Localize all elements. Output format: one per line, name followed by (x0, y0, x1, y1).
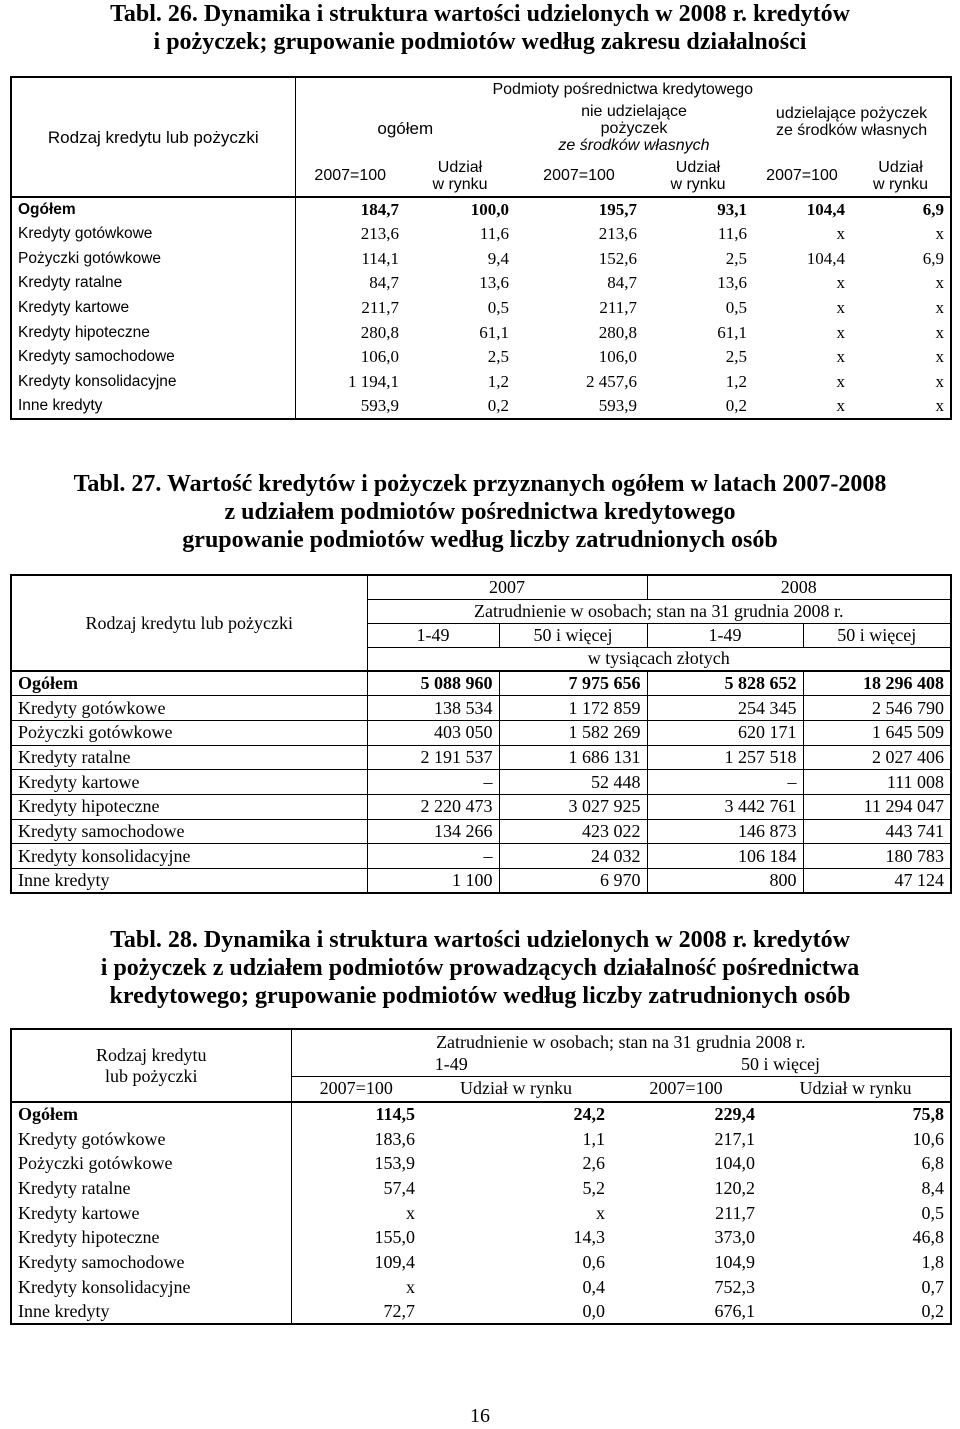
cell-value: x (935, 273, 945, 293)
header-unit: w tysiącach złotych (587, 648, 730, 669)
cell-value: x (836, 372, 845, 392)
cell-value: x (935, 372, 945, 392)
row-label: Kredyty hipoteczne (11, 320, 295, 345)
row-label: Kredyty ratalne (11, 1176, 291, 1201)
cell-value: 2,5 (487, 347, 509, 367)
cell-value: 1 645 509 (803, 720, 951, 745)
row-label: Kredyty kartowe (11, 770, 367, 795)
row-label: Pożyczki gotówkowe (11, 246, 295, 271)
table-row (11, 1300, 951, 1325)
cell-value: 6,8 (921, 1153, 945, 1174)
header-50-plus: 50 i więcej (499, 623, 647, 647)
cell-value: 0,4 (582, 1276, 605, 1297)
cell-value: – (483, 845, 493, 866)
row-label: Inne kredyty (11, 1300, 291, 1325)
cell-value: 111 008 (803, 770, 951, 795)
cell-value: 6 970 (499, 869, 647, 894)
header-1-49: 1-49 (367, 623, 499, 647)
row-label: Ogółem (11, 1102, 291, 1127)
cell-value: x (406, 1202, 415, 1223)
cell-value: x (836, 347, 845, 367)
cell-value: x (836, 298, 845, 318)
cell-value: 0,2 (725, 396, 747, 416)
cell-value: 280,8 (360, 322, 399, 342)
row-label: Pożyczki gotówkowe (11, 1151, 291, 1176)
table-row (11, 844, 951, 869)
page-number: 16 (470, 1405, 490, 1427)
cell-value: 1 194,1 (348, 372, 399, 392)
cell-value: 1,1 (582, 1128, 605, 1149)
cell-value: 593,9 (598, 396, 637, 416)
cell-value: 72,7 (383, 1300, 415, 1321)
cell-value: 0,6 (582, 1251, 605, 1272)
cell-value: 1,8 (921, 1251, 945, 1272)
cell-value: 3 027 925 (499, 794, 647, 819)
cell-value: 120,2 (714, 1177, 755, 1198)
table-row (11, 246, 951, 271)
header-50-plus: 50 i więcej (611, 1054, 951, 1076)
row-label: Kredyty ratalne (11, 745, 367, 770)
header-year-2008: 2008 (647, 575, 951, 599)
cell-value: 0,5 (725, 298, 747, 318)
cell-value: 2 457,6 (586, 372, 637, 392)
table-row (11, 671, 951, 696)
cell-value: 47 124 (803, 869, 951, 894)
table-row (11, 770, 951, 795)
cell-value: 0,7 (921, 1276, 945, 1297)
cell-value: 403 050 (434, 722, 493, 743)
header-1-49: 1-49 (291, 1054, 611, 1076)
row-label: Kredyty konsolidacyjne (11, 844, 367, 869)
cell-value: 7 975 656 (499, 671, 647, 696)
cell-value: 2 220 473 (420, 796, 493, 817)
cell-value: 1,2 (487, 372, 509, 392)
header-index: 2007=100 (314, 167, 387, 184)
cell-value: 24 032 (499, 844, 647, 869)
cell-value: 2,5 (725, 347, 747, 367)
cell-value: 2,6 (582, 1153, 605, 1174)
cell-value: 213,6 (598, 224, 637, 244)
cell-value: 104,9 (714, 1251, 755, 1272)
cell-value: 2 191 537 (420, 746, 493, 767)
cell-value: 0,5 (487, 298, 509, 318)
cell-value: 11,6 (479, 224, 509, 244)
cell-value: 195,7 (598, 199, 637, 219)
cell-value: 8,4 (921, 1177, 945, 1198)
header-share: Udział w rynku (872, 158, 929, 193)
cell-value: 676,1 (714, 1300, 755, 1321)
cell-value: 1,2 (725, 372, 747, 392)
cell-value: 6,9 (922, 199, 945, 219)
cell-value: 93,1 (717, 199, 747, 219)
cell-value: 211,7 (361, 298, 399, 318)
header-ogolem: ogółem (377, 118, 434, 138)
cell-value: 13,6 (479, 273, 509, 293)
row-label: Kredyty gotówkowe (11, 1127, 291, 1152)
cell-value: 229,4 (714, 1104, 755, 1125)
cell-value: 2 546 790 (803, 696, 951, 721)
table-28-title: Tabl. 28. Dynamika i struktura wartości udzielonych w 2008 r. kredytów i pożyczek z udziałem podmiotów prowadzących działalność pośrednictwa kredytowego; grupowanie podmiotów według liczby zatrudnionych osób (100, 927, 860, 1009)
table-row (11, 197, 951, 222)
table-row (11, 395, 951, 420)
table-row (11, 1176, 951, 1201)
row-label: Kredyty konsolidacyjne (11, 1275, 291, 1300)
row-label: Kredyty samochodowe (11, 345, 295, 370)
cell-value: 11 294 047 (803, 794, 951, 819)
table-row (11, 869, 951, 894)
table-row (11, 745, 951, 770)
row-label: Kredyty gotówkowe (11, 222, 295, 247)
table-row (11, 696, 951, 721)
cell-value: 24,2 (573, 1104, 605, 1125)
cell-value: 213,6 (360, 224, 399, 244)
table-row (11, 1127, 951, 1152)
cell-value: 2 027 406 (803, 745, 951, 770)
cell-value: 1 100 (452, 870, 493, 891)
cell-value: – (647, 770, 803, 795)
header-udzielajace: udzielające pożyczek ze środków własnych (775, 105, 928, 139)
table-28 (10, 1028, 952, 1325)
header-zatrudnienie: Zatrudnienie w osobach; stan na 31 grudnia 2008 r. (367, 599, 951, 623)
cell-value: 106,0 (598, 347, 637, 367)
cell-value: 138 534 (434, 697, 493, 718)
cell-value: 3 442 761 (647, 794, 803, 819)
header-share: Udział w rynku (460, 1078, 572, 1099)
header-50-plus: 50 i więcej (803, 623, 951, 647)
row-label: Kredyty kartowe (11, 1201, 291, 1226)
cell-value: 9,4 (487, 248, 509, 268)
cell-value: 184,7 (360, 199, 399, 219)
cell-value: 1 257 518 (647, 745, 803, 770)
row-label: Pożyczki gotówkowe (11, 720, 367, 745)
table-row (11, 1275, 951, 1300)
table-row (11, 720, 951, 745)
cell-value: 593,9 (360, 396, 399, 416)
cell-value: 104,4 (806, 199, 845, 219)
cell-value: 14,3 (573, 1227, 605, 1248)
cell-value: x (935, 322, 945, 342)
row-label: Kredyty samochodowe (11, 1250, 291, 1275)
row-label: Ogółem (11, 671, 367, 696)
header-rodzaj: Rodzaj kredytu lub pożyczki (11, 77, 295, 197)
row-label: Kredyty konsolidacyjne (11, 370, 295, 395)
cell-value: x (836, 396, 845, 416)
cell-value: 254 345 (647, 696, 803, 721)
cell-value: 106,0 (360, 347, 399, 367)
cell-value: 6,9 (922, 248, 945, 268)
cell-value: 155,0 (374, 1227, 415, 1248)
cell-value: 0,0 (582, 1300, 605, 1321)
cell-value: – (483, 771, 493, 792)
cell-value: 423 022 (499, 819, 647, 844)
header-rodzaj: Rodzaj kredytu lub pożyczki (11, 1029, 291, 1102)
cell-value: x (836, 273, 845, 293)
row-label: Kredyty hipoteczne (11, 1225, 291, 1250)
cell-value: 183,6 (374, 1128, 415, 1149)
header-rodzaj: Rodzaj kredytu lub pożyczki (11, 575, 367, 671)
row-label: Ogółem (11, 197, 295, 222)
cell-value: 46,8 (912, 1227, 945, 1248)
table-row (11, 320, 951, 345)
header-index: 2007=100 (319, 1078, 393, 1099)
cell-value: 1 686 131 (499, 745, 647, 770)
cell-value: 109,4 (374, 1251, 415, 1272)
row-label: Kredyty kartowe (11, 296, 295, 321)
cell-value: 5,2 (582, 1177, 605, 1198)
table-row (11, 370, 951, 395)
cell-value: 800 (647, 869, 803, 894)
cell-value: 84,7 (369, 273, 399, 293)
table-26-title: Tabl. 26. Dynamika i struktura wartości udzielonych w 2008 r. kredytów i pożyczek; grupowanie podmiotów według zakresu działalności (110, 1, 850, 55)
header-1-49: 1-49 (647, 623, 803, 647)
cell-value: 13,6 (717, 273, 747, 293)
cell-value: 152,6 (598, 248, 637, 268)
table-row (11, 345, 951, 370)
cell-value: 114,1 (361, 248, 399, 268)
cell-value: 373,0 (714, 1227, 755, 1248)
table-row (11, 1201, 951, 1226)
cell-value: 0,5 (921, 1202, 945, 1223)
cell-value: x (935, 396, 945, 416)
table-row (11, 1225, 951, 1250)
table-row (11, 296, 951, 321)
table-row (11, 819, 951, 844)
cell-value: 104,0 (714, 1153, 755, 1174)
cell-value: 146 873 (647, 819, 803, 844)
cell-value: 57,4 (383, 1177, 415, 1198)
cell-value: 134 266 (434, 820, 493, 841)
row-label: Kredyty ratalne (11, 271, 295, 296)
cell-value: 620 171 (647, 720, 803, 745)
cell-value: 1 172 859 (499, 696, 647, 721)
cell-value: 5 828 652 (647, 671, 803, 696)
table-row (11, 222, 951, 247)
header-zatrudnienie: Zatrudnienie w osobach; stan na 31 grudnia 2008 r. (436, 1031, 806, 1052)
cell-value: 100,0 (470, 199, 509, 219)
cell-value: 84,7 (607, 273, 637, 293)
header-index: 2007=100 (766, 167, 838, 184)
cell-value: 10,6 (912, 1128, 945, 1149)
cell-value: x (935, 224, 945, 244)
cell-value: x (836, 224, 845, 244)
cell-value: x (406, 1276, 415, 1297)
cell-value: x (935, 298, 945, 318)
row-label: Inne kredyty (11, 395, 295, 420)
cell-value: 280,8 (598, 322, 637, 342)
cell-value: x (596, 1202, 605, 1223)
cell-value: 18 296 408 (803, 671, 951, 696)
cell-value: 106 184 (647, 844, 803, 869)
cell-value: 2,5 (725, 248, 747, 268)
cell-value: x (935, 347, 945, 367)
table-27 (10, 574, 952, 894)
table-27-title: Tabl. 27. Wartość kredytów i pożyczek przyznanych ogółem w latach 2007-2008 z udziałem podmiotów pośrednictwa kredytowego grupowanie podmiotów według liczby zatrudnionych osób (73, 471, 887, 553)
cell-value: 61,1 (479, 322, 509, 342)
header-share: Udział w rynku (799, 1078, 912, 1099)
row-label: Kredyty gotówkowe (11, 696, 367, 721)
cell-value: 11,6 (717, 224, 747, 244)
row-label: Inne kredyty (11, 869, 367, 894)
cell-value: 211,7 (715, 1202, 755, 1223)
header-share: Udział w rynku (432, 158, 488, 193)
table-row (11, 1102, 951, 1127)
cell-value: 0,2 (921, 1300, 945, 1321)
cell-value: 104,4 (806, 248, 845, 268)
header-index: 2007=100 (649, 1078, 723, 1099)
table-26 (10, 76, 952, 420)
cell-value: 443 741 (803, 819, 951, 844)
cell-value: 153,9 (374, 1153, 415, 1174)
header-year-2007: 2007 (367, 575, 647, 599)
row-label: Kredyty hipoteczne (11, 794, 367, 819)
cell-value: 61,1 (717, 322, 747, 342)
cell-value: 0,2 (487, 396, 509, 416)
header-podmioty: Podmioty pośrednictwa kredytowego (492, 81, 754, 98)
cell-value: 52 448 (499, 770, 647, 795)
cell-value: 5 088 960 (420, 673, 493, 694)
cell-value: 75,8 (912, 1104, 945, 1125)
cell-value: 752,3 (714, 1276, 755, 1297)
table-row (11, 794, 951, 819)
row-label: Kredyty samochodowe (11, 819, 367, 844)
cell-value: x (836, 322, 845, 342)
table-row (11, 1151, 951, 1176)
cell-value: 211,7 (599, 298, 637, 318)
header-share: Udział w rynku (670, 158, 726, 193)
cell-value: 180 783 (803, 844, 951, 869)
cell-value: 114,5 (375, 1104, 415, 1125)
cell-value: 217,1 (714, 1128, 755, 1149)
header-index: 2007=100 (543, 167, 615, 184)
header-nie-udzielajace: nie udzielające pożyczek ze środków własnych (558, 102, 710, 154)
table-row (11, 271, 951, 296)
cell-value: 1 582 269 (499, 720, 647, 745)
table-row (11, 1250, 951, 1275)
